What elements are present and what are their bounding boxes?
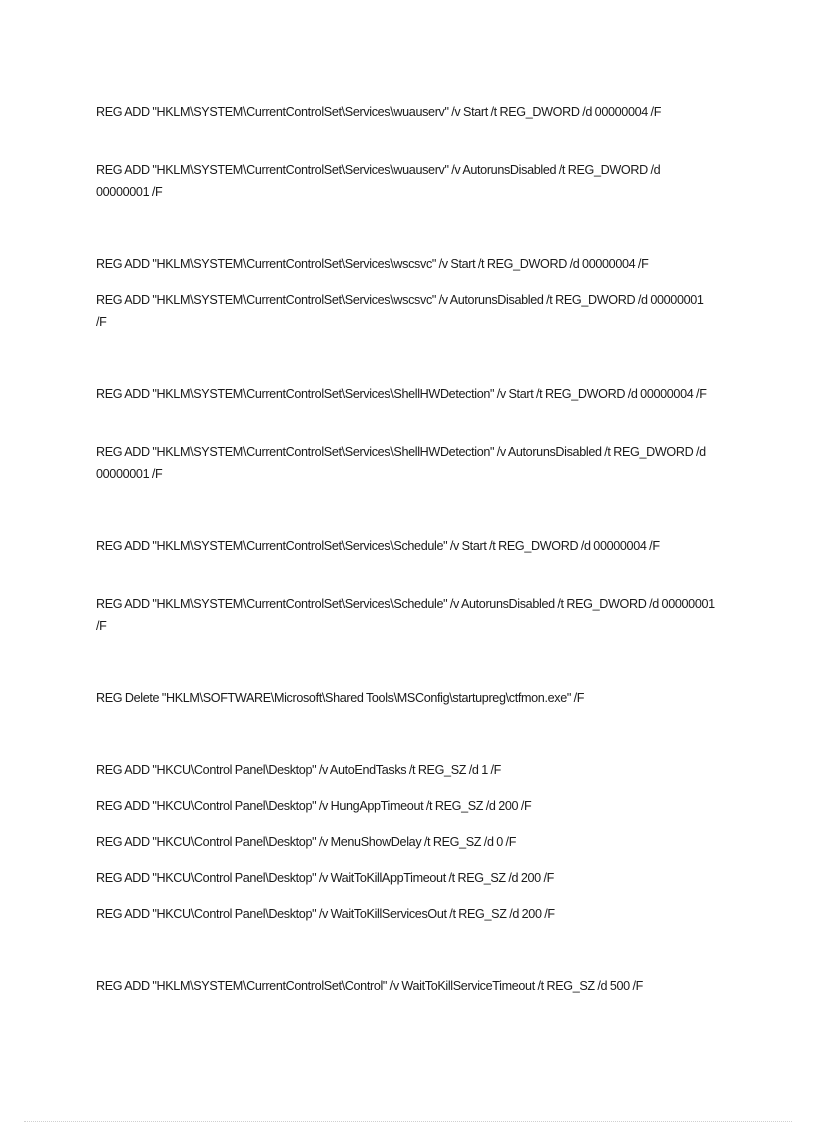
reg-line-shellhw-autoruns: REG ADD "HKLM\SYSTEM\CurrentControlSet\Services\ShellHWDetection" /v AutorunsDisabled /t REG_DWORD /d 00000001 /F: [96, 445, 706, 481]
reg-line-waittokillapptimeout: REG ADD "HKCU\Control Panel\Desktop" /v WaitToKillAppTimeout /t REG_SZ /d 200 /F: [96, 871, 554, 885]
reg-line-wscsvc-autoruns: REG ADD "HKLM\SYSTEM\CurrentControlSet\Services\wscsvc" /v AutorunsDisabled /t REG_DWORD /d 00000001 /F: [96, 293, 704, 329]
page-bottom-divider: [24, 1121, 792, 1122]
reg-line-hungapptimeout: REG ADD "HKCU\Control Panel\Desktop" /v HungAppTimeout /t REG_SZ /d 200 /F: [96, 799, 532, 813]
reg-line-autoendtasks: REG ADD "HKCU\Control Panel\Desktop" /v AutoEndTasks /t REG_SZ /d 1 /F: [96, 763, 501, 777]
reg-line-waittokillservicetimeout: REG ADD "HKLM\SYSTEM\CurrentControlSet\Control" /v WaitToKillServiceTimeout /t REG_SZ /d 500 /F: [96, 979, 643, 993]
reg-line-shellhw-start: REG ADD "HKLM\SYSTEM\CurrentControlSet\Services\ShellHWDetection" /v Start /t REG_DWORD /d 00000004 /F: [96, 387, 707, 401]
reg-line-wscsvc-start: REG ADD "HKLM\SYSTEM\CurrentControlSet\Services\wscsvc" /v Start /t REG_DWORD /d 00000004 /F: [96, 257, 649, 271]
reg-line-delete-ctfmon: REG Delete "HKLM\SOFTWARE\Microsoft\Shared Tools\MSConfig\startupreg\ctfmon.exe" /F: [96, 691, 585, 705]
reg-line-wuauserv-autoruns: REG ADD "HKLM\SYSTEM\CurrentControlSet\Services\wuauserv" /v AutorunsDisabled /t REG_DWORD /d 00000001 /F: [96, 163, 661, 199]
reg-line-wuauserv-start: REG ADD "HKLM\SYSTEM\CurrentControlSet\Services\wuauserv" /v Start /t REG_DWORD /d 00000004 /F: [96, 105, 662, 119]
reg-line-waittokillservicesout: REG ADD "HKCU\Control Panel\Desktop" /v WaitToKillServicesOut /t REG_SZ /d 200 /F: [96, 907, 555, 921]
reg-line-schedule-start: REG ADD "HKLM\SYSTEM\CurrentControlSet\Services\Schedule" /v Start /t REG_DWORD /d 00000004 /F: [96, 539, 660, 553]
reg-line-schedule-autoruns: REG ADD "HKLM\SYSTEM\CurrentControlSet\Services\Schedule" /v AutorunsDisabled /t REG_DWORD /d 00000001 /F: [96, 597, 715, 633]
reg-line-menushowdelay: REG ADD "HKCU\Control Panel\Desktop" /v MenuShowDelay /t REG_SZ /d 0 /F: [96, 835, 517, 849]
